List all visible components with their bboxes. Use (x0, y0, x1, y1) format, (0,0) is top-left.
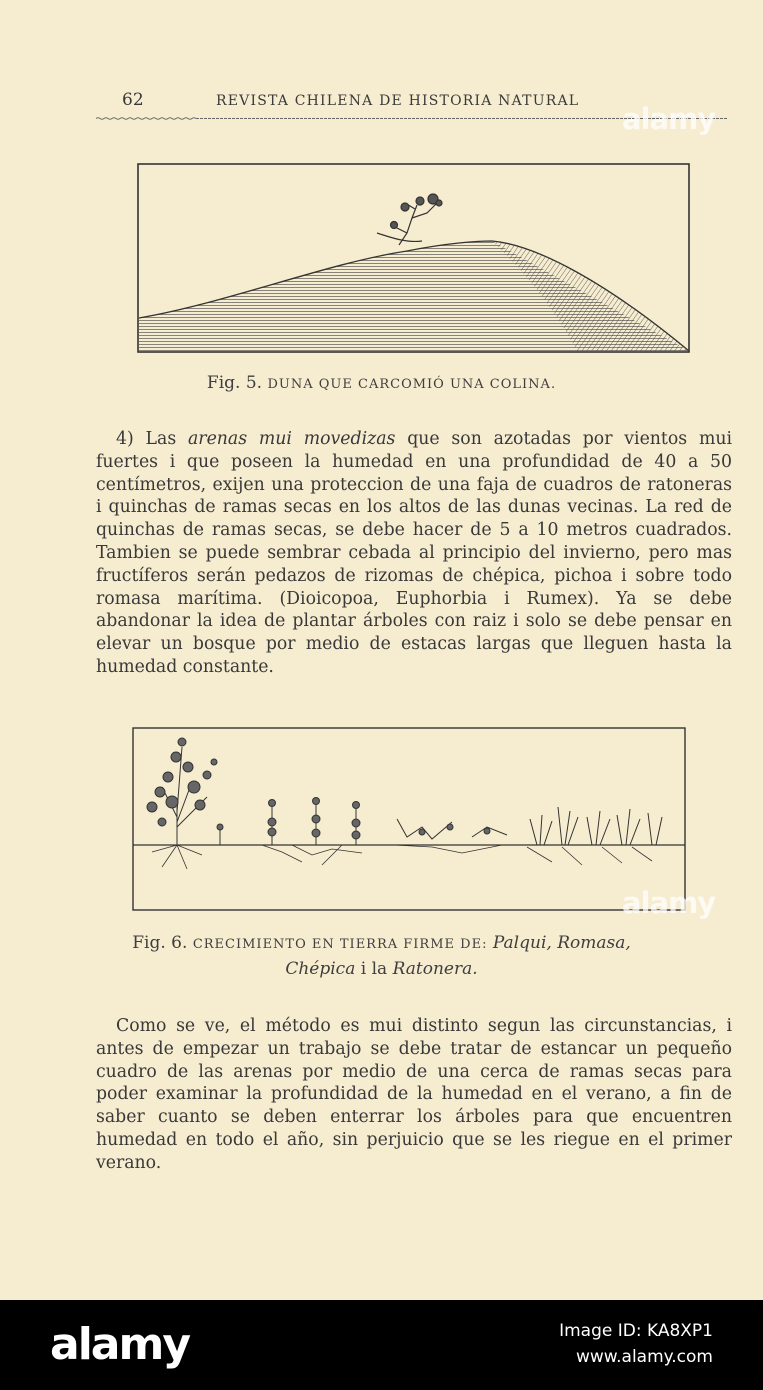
figure-6-label: Fig. 6. (132, 933, 188, 953)
species-chepica: Chépica (285, 959, 356, 979)
stock-footer (0, 1300, 763, 1390)
paragraph-metodo (96, 1015, 732, 1175)
figure-5-label: Fig. 5. (206, 373, 263, 393)
species-romasa: Romasa, (557, 933, 631, 953)
alamy-logo: alamy (50, 1319, 189, 1370)
page-number: 62 (122, 90, 144, 110)
figure-6-title: CRECIMIENTO EN TIERRA FIRME DE: (192, 937, 488, 952)
figure-5-title: DUNA QUE CARCOMIÓ UNA COLINA. (267, 377, 557, 392)
image-id-block (559, 1318, 713, 1370)
species-ratonera: Ratonera. (392, 959, 478, 979)
paragraph-1-body: que son azotadas por vientos mui fuertes i que poseen la humedad en una profundidad de 40 a 50 centímetros, exijen una proteccion de una faja de cuadros de ratoneras i quinchas de ramas secas en los altos de las dunas vecinas. La red de quinchas de ramas secas, se debe hacer de 5 a 10 metros cuadrados. Tambien se puede sembrar cebada al principio del invierno, pero mas fructíferos serán pedazos de rizomas de chépica, pichoa i sobre todo romasa marítima. (Dioicopoa, Euphorbia i Rumex). Ya se debe abandonar la idea de plantar árboles con raiz i solo se debe pensar en elevar un bosque por medio de estacas largas que lleguen hasta la humedad constante. (96, 429, 732, 677)
figure-6-caption (0, 933, 763, 979)
image-id: Image ID: KA8XP1 (559, 1321, 713, 1341)
species-conjunction: i la (355, 959, 393, 979)
watermark-top: alamy (622, 102, 716, 136)
paragraph-arenas-movedizas (96, 428, 732, 679)
site-url: www.alamy.com (575, 1347, 713, 1367)
paragraph-1-lead: 4) Las (116, 429, 188, 449)
running-title: REVISTA CHILENA DE HISTORIA NATURAL (216, 93, 580, 109)
figure-5-dune-illustration (137, 163, 690, 353)
paragraph-1-italic: arenas mui movedizas (188, 429, 396, 449)
figure-6-plant-growth-illustration (132, 727, 686, 911)
figure-5-caption (0, 373, 763, 393)
species-palqui: Palqui, (492, 933, 552, 953)
paragraph-2-body: Como se ve, el método es mui distinto segun las circunstancias, i antes de empezar un trabajo se debe tratar de estancar un pequeño cuadro de las arenas por medio de una cerca de ramas secas para poder examinar la profundidad de la humedad en el verano, a fin de saber cuanto se deben enterrar los árboles para que encuentren humedad en todo el año, sin perjuicio que se les riegue en el primer verano. (96, 1016, 732, 1173)
watermark-middle: alamy (622, 886, 716, 920)
